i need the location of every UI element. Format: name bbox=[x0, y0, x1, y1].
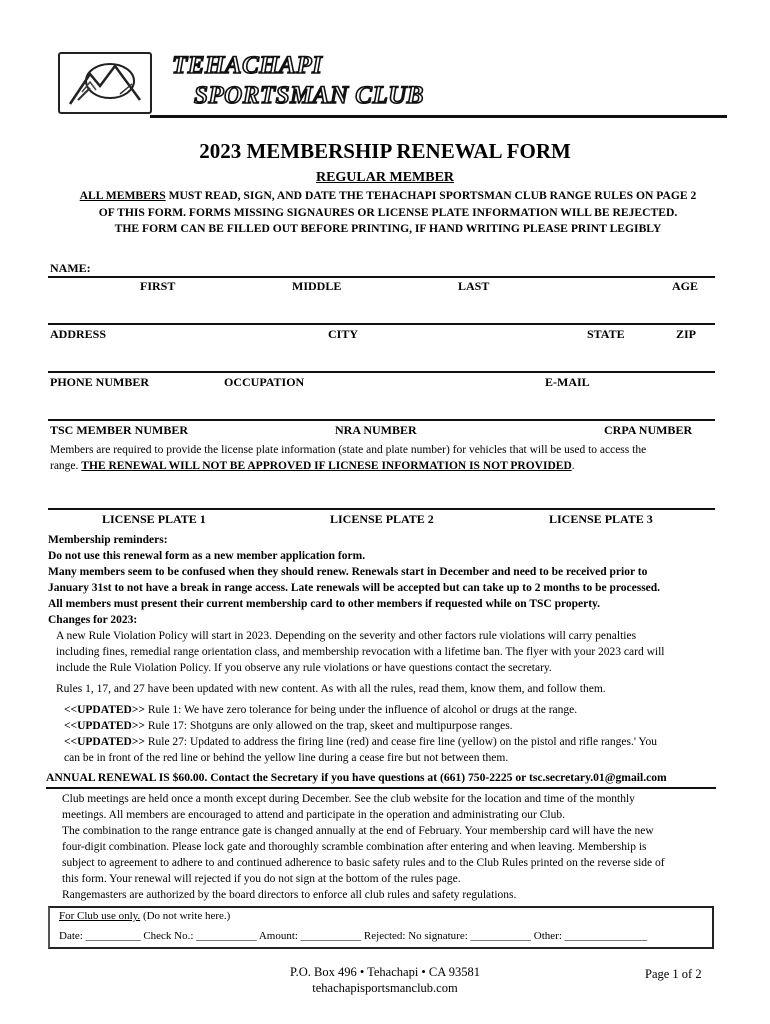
email-label: E-MAIL bbox=[545, 375, 590, 389]
footer-website: tehachapisportsmanclub.com bbox=[312, 981, 458, 995]
info-line: The combination to the range entrance gate is changed annually at the end of February. Your membership card will have the new bbox=[62, 825, 654, 837]
info-line: this form. Your renewal will rejected if you do not sign at the bottom of the rules page. bbox=[62, 873, 461, 885]
info-line: meetings. All members are encouraged to attend and participate in the operation and administrating our Club. bbox=[62, 809, 565, 821]
page-number: Page 1 of 2 bbox=[645, 967, 702, 981]
last-label: LAST bbox=[458, 279, 490, 293]
reminders-heading: Membership reminders: bbox=[48, 534, 168, 546]
crpa-number-label: CRPA NUMBER bbox=[604, 423, 693, 437]
annual-underline bbox=[46, 787, 716, 789]
reminders-section bbox=[48, 532, 748, 628]
plate3-label: LICENSE PLATE 3 bbox=[549, 512, 653, 526]
form-subtitle: REGULAR MEMBER bbox=[315, 170, 455, 185]
form-title: 2023 MEMBERSHIP RENEWAL FORM bbox=[199, 139, 571, 163]
reminder-line: January 31st to not have a break in range access. Late renewals will be accepted but can take up to 2 months to be processed. bbox=[48, 582, 661, 594]
club-use-heading-row bbox=[59, 910, 230, 922]
notice-line2: OF THIS FORM. FORMS MISSING SIGNAURES OR LICENSE PLATE INFORMATION WILL BE REJECTED. bbox=[98, 205, 678, 219]
rule1-text: Rule 1: We have zero tolerance for being under the influence of alcohol or drugs at the range. bbox=[144, 704, 578, 716]
policy-line: include the Rule Violation Policy. If you observe any rule violations or have questions contact the secretary. bbox=[56, 662, 552, 674]
first-label: FIRST bbox=[140, 279, 176, 293]
policy-line: including fines, remedial range orientation class, and membership revocation with a lifetime ban. The flyer with your 2023 card will bbox=[56, 646, 665, 658]
rule27-text: Rule 27: Updated to address the firing line (red) and cease fire line (yellow) on the pistol and rifle ranges.' You bbox=[144, 736, 658, 748]
club-name-line1: TEHACHAPI bbox=[172, 52, 323, 79]
plate-info-line2-end: . bbox=[571, 460, 575, 472]
rule27-text-cont: can be in front of the red line or behind the yellow line during a cease fire but not between them. bbox=[64, 752, 509, 764]
updated-tag: <<UPDATED>> bbox=[64, 704, 145, 716]
info-line: Club meetings are held once a month except during December. See the club website for the location and time of the monthly bbox=[62, 793, 635, 805]
annual-renewal-text: ANNUAL RENEWAL IS $60.00. Contact the Secretary if you have questions at (661) 750-2225 or tsc.secretary.01@gmail.com bbox=[46, 771, 667, 784]
updated-tag: <<UPDATED>> bbox=[64, 720, 145, 732]
middle-label: MIDDLE bbox=[292, 279, 342, 293]
plate-info-line2-start: range. bbox=[50, 460, 82, 472]
plate-info-line1: Members are required to provide the license plate information (state and plate number) for vehicles that will be used to access the bbox=[50, 444, 647, 456]
zip-label: ZIP bbox=[676, 327, 697, 341]
name-line bbox=[48, 276, 715, 278]
plate-input-area[interactable] bbox=[60, 480, 710, 506]
nra-number-label: NRA NUMBER bbox=[335, 423, 417, 437]
club-logo bbox=[58, 52, 152, 114]
club-name-line2: SPORTSMAN CLUB bbox=[194, 82, 424, 109]
info-line: Rangemasters are authorized by the board directors to enforce all club rules and safety regulations. bbox=[62, 889, 517, 901]
name-input-area[interactable] bbox=[60, 294, 710, 320]
reminder-line: All members must present their current membership card to other members if requested while on TSC property. bbox=[48, 598, 601, 610]
plate-info bbox=[50, 442, 730, 474]
state-label: STATE bbox=[587, 327, 625, 341]
notice-all-members: ALL MEMBERS bbox=[79, 189, 166, 202]
occupation-label: OCCUPATION bbox=[224, 375, 305, 389]
city-label: CITY bbox=[328, 327, 359, 341]
name-label: NAME: bbox=[50, 261, 91, 275]
updated-rules bbox=[64, 702, 734, 766]
address-line bbox=[48, 323, 715, 325]
club-use-note: (Do not write here.) bbox=[140, 910, 231, 922]
rule17-text: Rule 17: Shotguns are only allowed on the trap, skeet and multipurpose ranges. bbox=[144, 720, 513, 732]
notice-line1: MUST READ, SIGN, AND DATE THE TEHACHAPI SPORTSMAN CLUB RANGE RULES ON PAGE 2 bbox=[165, 189, 697, 202]
plate-line bbox=[48, 508, 715, 510]
club-info bbox=[62, 791, 732, 903]
address-label: ADDRESS bbox=[50, 327, 107, 341]
plate2-label: LICENSE PLATE 2 bbox=[330, 512, 434, 526]
member-number-line bbox=[48, 419, 715, 421]
plate1-label: LICENSE PLATE 1 bbox=[102, 512, 206, 526]
updated-tag: <<UPDATED>> bbox=[64, 736, 145, 748]
club-use-box bbox=[48, 906, 714, 949]
plate-warning: THE RENEWAL WILL NOT BE APPROVED IF LICNESE INFORMATION IS NOT PROVIDED bbox=[81, 460, 572, 472]
footer-address: P.O. Box 496 • Tehachapi • CA 93581 bbox=[290, 965, 480, 979]
mountain-logo-icon bbox=[60, 54, 150, 112]
reminder-line: Do not use this renewal form as a new member application form. bbox=[48, 550, 366, 562]
club-use-heading: For Club use only. bbox=[59, 910, 141, 922]
reminder-line: Many members seem to be confused when they should renew. Renewals start in December and need to be received prior to bbox=[48, 566, 648, 578]
address-input-area[interactable] bbox=[60, 342, 710, 368]
tsc-number-label: TSC MEMBER NUMBER bbox=[50, 423, 189, 437]
policy-paragraph bbox=[56, 628, 736, 676]
phone-label: PHONE NUMBER bbox=[50, 375, 149, 389]
info-line: subject to agreement to adhere to and continued adherence to basic safety rules and to the Club Rules printed on the reverse side of bbox=[62, 857, 665, 869]
notice-line3: THE FORM CAN BE FILLED OUT BEFORE PRINTING, IF HAND WRITING PLEASE PRINT LEGIBLY bbox=[114, 222, 662, 235]
header-divider bbox=[150, 115, 727, 118]
phone-input-area[interactable] bbox=[60, 390, 710, 416]
policy-line: A new Rule Violation Policy will start in 2023. Depending on the severity and other factors rule violations will carry penalties bbox=[56, 630, 637, 642]
info-line: four-digit combination. Please lock gate and thoroughly scramble combination after entering and when leaving. Membership is bbox=[62, 841, 647, 853]
phone-line bbox=[48, 371, 715, 373]
rules-intro: Rules 1, 17, and 27 have been updated with new content. As with all the rules, read them, know them, and follow them. bbox=[56, 683, 606, 695]
age-label: AGE bbox=[672, 279, 699, 293]
club-use-fields: Date: __________ Check No.: ___________ Amount: ___________ Rejected: No signature: ___________ Other: _______________ bbox=[59, 930, 648, 942]
changes-heading: Changes for 2023: bbox=[48, 614, 138, 626]
form-notice bbox=[50, 188, 726, 238]
